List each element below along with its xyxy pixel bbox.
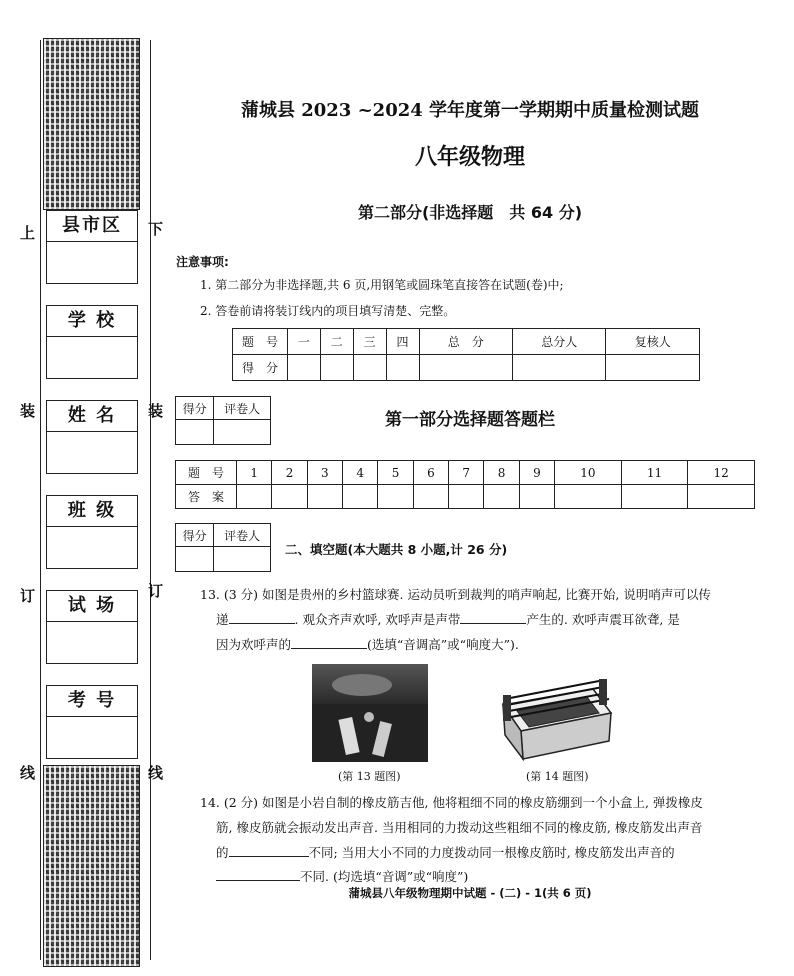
note-item-2: 2. 答卷前请将装订线内的项目填写清楚、完整。 (200, 304, 456, 318)
grader-score-label: 得分 (176, 524, 214, 547)
q13-text: 产生的. 欢呼声震耳欲聋, 是 (526, 612, 680, 627)
score-cell[interactable] (606, 355, 700, 381)
bind-char-right-1: 下 (148, 220, 164, 238)
score-cell[interactable] (386, 355, 419, 381)
score-cell[interactable] (419, 355, 512, 381)
bind-char-left-1: 上 (20, 224, 36, 242)
field-exam-room[interactable] (46, 590, 138, 664)
question-number: 2 (272, 461, 307, 485)
grader-score-cell[interactable] (176, 547, 214, 572)
score-cell[interactable] (512, 355, 605, 381)
q13-line-2 (216, 607, 680, 632)
score-row-label: 得 分 (233, 355, 288, 381)
field-school[interactable] (46, 305, 138, 379)
q13-blank-3[interactable] (291, 634, 367, 649)
q13-line-3 (216, 632, 519, 657)
question-number: 10 (555, 461, 622, 485)
answer-cell[interactable] (272, 485, 307, 509)
notes-heading: 注意事项: (176, 255, 229, 269)
question-number: 4 (343, 461, 378, 485)
score-table-header: 复核人 (606, 329, 700, 355)
fig14-caption: (第 14 题图) (526, 770, 589, 783)
field-exam-number-label: 考 号 (47, 686, 137, 717)
field-name[interactable] (46, 400, 138, 474)
answer-cell[interactable] (519, 485, 554, 509)
q14-line-3 (216, 840, 675, 865)
bind-char-right-3: 订 (148, 582, 164, 600)
question-number: 8 (484, 461, 519, 485)
question-number: 1 (237, 461, 272, 485)
q13-text: 因为欢呼声的 (216, 637, 292, 652)
field-county[interactable] (46, 210, 138, 284)
qr-code-pattern-bottom (43, 765, 140, 967)
question-number: 11 (621, 461, 688, 485)
qr-code-pattern-top (43, 38, 140, 210)
fill-section-title: 二、填空题(本大题共 8 小题,计 26 分) (285, 542, 508, 557)
answer-cell[interactable] (343, 485, 378, 509)
bind-char-left-3: 订 (20, 587, 36, 605)
exam-title: 蒲城县 2023 ~2024 学年度第一学期期中质量检测试题 (240, 100, 700, 121)
answer-row-label: 答 案 (176, 485, 237, 509)
answer-section-title: 第一部分选择题答题栏 (385, 410, 555, 430)
score-table-header: 二 (320, 329, 353, 355)
grader-reviewer-label: 评卷人 (214, 524, 271, 547)
q14-text: 的 (216, 845, 229, 860)
q13-text: . 观众齐声欢呼, 欢呼声是声带 (294, 612, 461, 627)
answer-row-label: 题 号 (176, 461, 237, 485)
q13-text: 递 (216, 612, 229, 627)
q14-text: 不同; 当用大小不同的力度拨动同一根橡皮筋时, 橡皮筋发出声音的 (308, 845, 675, 860)
question-number: 12 (688, 461, 755, 485)
question-number: 7 (449, 461, 484, 485)
answer-cell[interactable] (449, 485, 484, 509)
answer-cell[interactable] (621, 485, 688, 509)
field-school-label: 学 校 (47, 306, 137, 337)
page-footer: 蒲城县八年级物理期中试题 - (二) - 1(共 6 页) (348, 886, 592, 900)
answer-cell[interactable] (378, 485, 413, 509)
score-table (232, 328, 700, 381)
field-class[interactable] (46, 495, 138, 569)
part-title: 第二部分(非选择题 共 64 分) (357, 203, 583, 222)
score-table-header: 题 号 (233, 329, 288, 355)
field-name-label: 姓 名 (47, 401, 137, 432)
binding-line-left (40, 40, 41, 960)
answer-table (175, 460, 755, 509)
score-table-header: 总分人 (512, 329, 605, 355)
grader-box-2 (175, 523, 271, 572)
question-number: 5 (378, 461, 413, 485)
q14-text: 不同. (均选填“音调”或“响度”) (300, 869, 469, 884)
bind-char-right-4: 线 (148, 764, 164, 782)
score-cell[interactable] (288, 355, 321, 381)
field-county-label: 县市区 (47, 211, 137, 242)
answer-cell[interactable] (688, 485, 755, 509)
field-exam-number[interactable] (46, 685, 138, 759)
q14-blank-1[interactable] (229, 842, 309, 857)
score-table-header: 一 (288, 329, 321, 355)
question-number: 3 (307, 461, 342, 485)
subject-title: 八年级物理 (414, 145, 525, 170)
score-cell[interactable] (353, 355, 386, 381)
score-cell[interactable] (320, 355, 353, 381)
fig13-photo (312, 664, 428, 762)
score-table-header: 三 (353, 329, 386, 355)
score-table-header: 四 (386, 329, 419, 355)
question-number: 6 (413, 461, 448, 485)
bind-char-right-2: 装 (148, 402, 164, 420)
grader-score-label: 得分 (176, 397, 214, 420)
q13-blank-2[interactable] (460, 609, 526, 624)
score-table-header: 总 分 (419, 329, 512, 355)
grader-reviewer-cell[interactable] (214, 547, 271, 572)
grader-reviewer-label: 评卷人 (214, 397, 271, 420)
binding-line-right (150, 40, 151, 960)
note-item-1: 1. 第二部分为非选择题,共 6 页,用钢笔或圆珠笔直接答在试题(卷)中; (200, 278, 564, 292)
question-number: 9 (519, 461, 554, 485)
answer-cell[interactable] (413, 485, 448, 509)
answer-cell[interactable] (237, 485, 272, 509)
answer-cell[interactable] (307, 485, 342, 509)
answer-cell[interactable] (484, 485, 519, 509)
field-exam-room-label: 试 场 (47, 591, 137, 622)
q13-text: (选填“音调高”或“响度大”). (367, 637, 519, 652)
q14-blank-2[interactable] (216, 866, 300, 881)
q14-line-1: 14. (2 分) 如图是小岩自制的橡皮筋吉他, 他将粗细不同的橡皮筋绷到一个小盒上, 弹拨橡皮 (200, 795, 703, 810)
q14-line-2: 筋, 橡皮筋就会振动发出声音. 当用相同的力拨动这些粗细不同的橡皮筋, 橡皮筋发出声音 (216, 820, 703, 835)
fig14-rubber-band-box (495, 665, 615, 763)
bind-char-left-4: 线 (20, 764, 36, 782)
q13-line-1: 13. (3 分) 如图是贵州的乡村篮球赛. 运动员听到裁判的哨声响起, 比赛开始, 说明哨声可以传 (200, 587, 711, 602)
answer-cell[interactable] (555, 485, 622, 509)
q13-blank-1[interactable] (229, 609, 295, 624)
field-class-label: 班 级 (47, 496, 137, 527)
fig13-caption: (第 13 题图) (338, 770, 401, 783)
bind-char-left-2: 装 (20, 402, 36, 420)
